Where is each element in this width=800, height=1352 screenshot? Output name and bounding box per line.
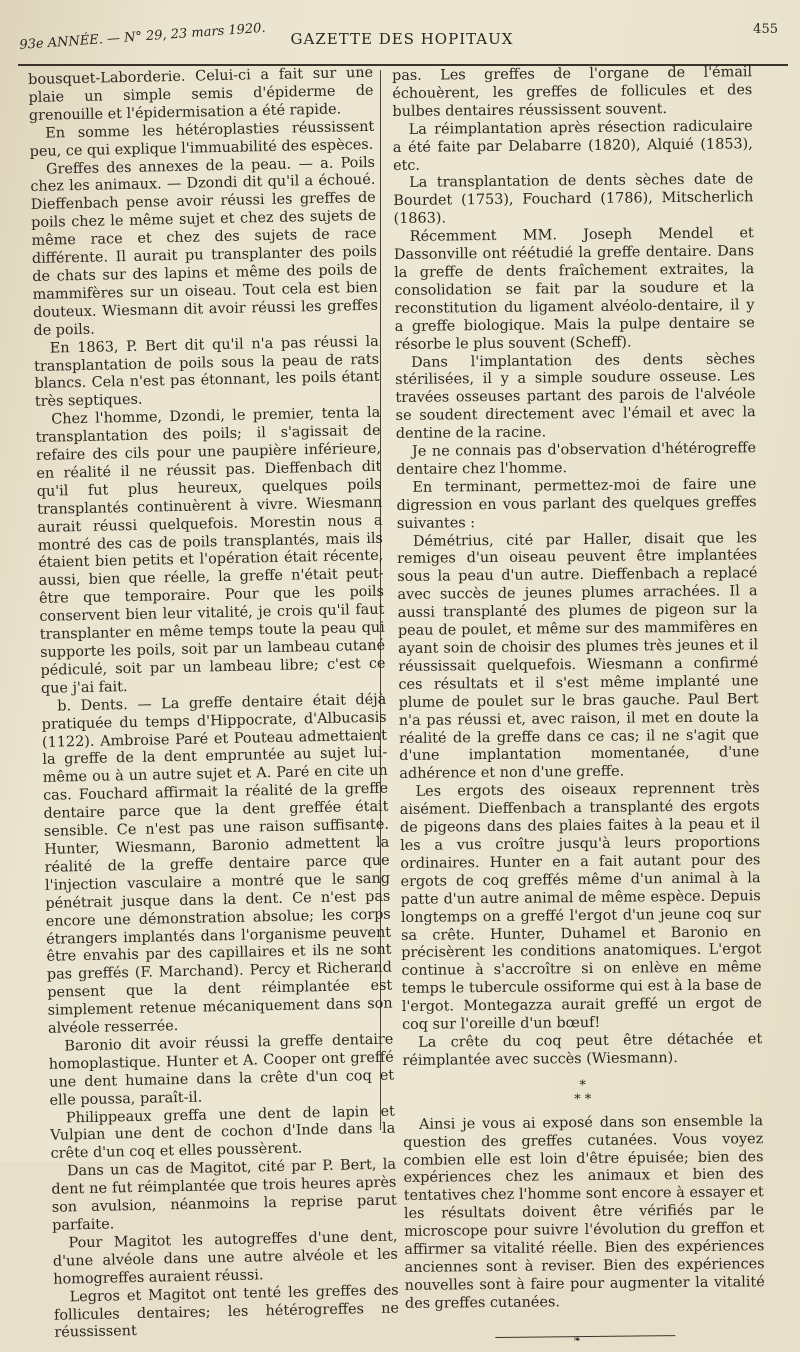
paragraph: Dans un cas de Magitot, cité par P. Bert, la dent ne fut réimplantée que trois heures après son avulsion, néanmoins la reprise parut parfaite. <box>51 1156 397 1234</box>
paragraph: Philippeaux greffa une dent de lapin et Vulpian une dent de cochon d'Inde dans la crête d'un coq et elles poussèrent. <box>50 1103 396 1163</box>
journal-title: GAZETTE DES HOPITAUX <box>290 30 514 48</box>
paragraph: Les ergots des oiseaux reprennent très aisément. Dieffenbach a transplanté des ergots de pigeons dans des plaies faites à la peau et il les a vus croître jusqu'à leurs proportions ordinaires. Hunter en a fait autant pour des ergots de coq greffés même d'un animal à la patte d'un autre animal de même espèce. Depuis longtemps on a greffé l'ergot d'un jeune coq sur sa crête. Hunter, Duhamel et Baronio en précisèrent les conditions anatomiques. L'ergot continue à s'accroître si on enlève en même temps le tubercule ossiforme qui est à la base de l'ergot. Montegazza aurait greffé un ergot de coq sur l'oreille d'un bœuf! <box>399 780 762 1033</box>
paragraph: En terminant, permettez-moi de faire une digression en vous parlant des quelques greffes suivantes : <box>396 476 757 532</box>
left-column <box>28 65 400 1343</box>
paragraph: En somme les hétéroplasties réussissent peu, ce qui explique l'immuabilité des espèces. <box>29 118 375 160</box>
paragraph: La crête du coq peut être détachée et réimplantée avec succès (Wiesmann). <box>402 1031 763 1069</box>
star-top: * <box>579 1077 586 1093</box>
paragraph: En 1863, P. Bert dit qu'il n'a pas réussi la transplantation de poils sous la peau de rats blancs. Cela n'est pas étonnant, les poils étant très septiques. <box>34 333 380 411</box>
end-rule <box>495 1335 675 1344</box>
star-bottom: * * <box>574 1091 592 1107</box>
paragraph: Baronio dit avoir réussi la greffe dentaire homoplastique. Hunter et A. Cooper ont greffé une dent humaine dans la crête d'un coq et elle poussa, paraît-il. <box>48 1031 395 1109</box>
section-stars <box>403 1077 763 1109</box>
conclusion-paragraph: Ainsi je vous ai exposé dans son ensemble la question des greffes cutanées. Vous voyez combien elle est loin d'être épuisée; bien des expériences chez les animaux et bien des tentatives chez l'homme sont encore à essayer et les résultats doivent être vérifiés par le microscope pour suivre l'évolution du greffon et affirmer sa vitalité réelle. Bien des expériences anciennes sont à reviser. Bien des expériences nouvelles sont à faire pour augmenter la vitalité des greffes cutanées. <box>403 1112 765 1312</box>
paragraph: Pour Magitot les autogreffes d'une dent, d'une alvéole dans une autre alvéole et les homogreffes auraient réussi. <box>52 1228 399 1288</box>
paragraph: pas. Les greffes de l'organe de l'émail échouèrent, les greffes de follicules et des bulbes dentaires réussissent souvent. <box>392 64 753 120</box>
paragraph: Démétrius, cité par Haller, disait que les remiges d'un oiseau peuvent être implantées sous la peau d'un autre. Dieffenbach a replacé avec succès de jeunes plumes arrachées. Il a aussi transplanté des plumes de pigeon sur la peau de poulet, et même sur des mammifères en ayant soin de choisir des plumes très jeunes et il réussissait quelquefois. Wiesmann a confirmé ces résultats et il s'est même implanté une plume de poulet sur le bras gauche. Paul Bert n'a pas réussi et, avec raison, il met en doute la réalité de la greffe dans ce cas; il ne s'agit que d'une implantation momentanée, d'une adhérence et non d'une greffe. <box>397 529 760 783</box>
page-number: 455 <box>753 22 778 37</box>
paragraph: Greffes des annexes de la peau. — a. Poils chez les animaux. — Dzondi dit qu'il a échoué. Dieffenbach pense avoir réussi les greffes de poils chez le même sujet et chez des sujets de même race et chez des sujets de race différente. Il aurait pu transplanter des poils de chats sur des lapins et même des poils de mammifères sur un oiseau. Tout cela est bien douteux. Wiesmann dit avoir réussi les greffes de poils. <box>30 154 379 339</box>
issue-info: 93e ANNÉE. — N° 29, 23 mars 1920. <box>18 20 267 53</box>
paragraph: Dans l'implantation des dents sèches stérilisées, il y a simple soudure osseuse. Les travées osseuses partant des parois de l'alvéole se soudent directement avec l'émail et avec la dentine de la racine. <box>395 350 756 443</box>
paragraph: La transplantation de dents sèches date de Bourdet (1753), Fouchard (1786), Mitscherlich (1863). <box>393 171 754 228</box>
paragraph: Je ne connais pas d'observation d'hétérogreffe dentaire chez l'homme. <box>396 440 757 478</box>
paragraph: Chez l'homme, Dzondi, le premier, tenta la transplantation des poils; il s'agissait de refaire des cils pour une paupière inférieure, en réalité il ne réussit pas. Dieffenbach dit qu'il fut plus heureux, quelques poils transplantés continuèrent à vivre. Wiesmann aurait réussi quelquefois. Morestin nous a montré des cas de poils transplantés, mais ils étaient bien petits et l'opération était récente, aussi, bien que réelle, la greffe n'était peut-être que temporaire. Pour que les poils conservent bien leur vitalité, je crois qu'il faut transplanter en même temps toute la peau qui supporte les poils, soit par un lambeau cutané pédiculé, soit par un lambeau libre; c'est ce que j'ai fait. <box>35 404 386 697</box>
end-ornament-icon: ❧ <box>573 1334 581 1345</box>
right-column <box>392 64 765 1344</box>
paragraph: Récemment MM. Joseph Mendel et Dassonville ont réétudié la greffe dentaire. Dans la greffe de dents fraîchement extraites, la consolidation se fait par la soudure et la reconstitution du ligament alvéolo-dentaire, il y a greffe biologique. Mais la pulpe dentaire se résorbe le plus souvent (Scheff). <box>393 225 755 353</box>
paragraph: La réimplantation après résection radiculaire a été faite par Delabarre (1820), Alquié (1853), etc. <box>392 117 753 174</box>
paragraph: Legros et Magitot ont tenté les greffes des follicules dentaires; les hétérogreffes ne réussissent <box>53 1282 400 1342</box>
paragraph: bousquet-Laborderie. Celui-ci a fait sur une plaie un simple semis d'épiderme de grenouille et l'épidermisation a été rapide. <box>28 64 374 124</box>
page-header <box>20 22 784 62</box>
paragraph: b. Dents. — La greffe dentaire était déjà pratiquée du temps d'Hippocrate, d'Albucasis (1122). Ambroise Paré et Pouteau admettaient la greffe de la dent empruntée au sujet lui-même ou à un autre sujet et A. Paré en cite un cas. Fouchard affirmait la réalité de la greffe dentaire parce que la dent greffée était sensible. Ce n'est pas une raison suffisante. Hunter, Wiesmann, Baronio admettent la réalité de la greffe dentaire parce que l'injection vasculaire a montré que le sang pénétrait jusque dans la dent. Ce n'est pas encore une démonstration absolue; les corps étrangers implantés dans l'organisme peuvent être envahis par des capillaires et ils ne sont pas greffés (F. Marchand). Percy et Richerand pensent que la dent réimplantée est simplement retenue mécaniquement dans son alvéole resserrée. <box>41 691 393 1037</box>
